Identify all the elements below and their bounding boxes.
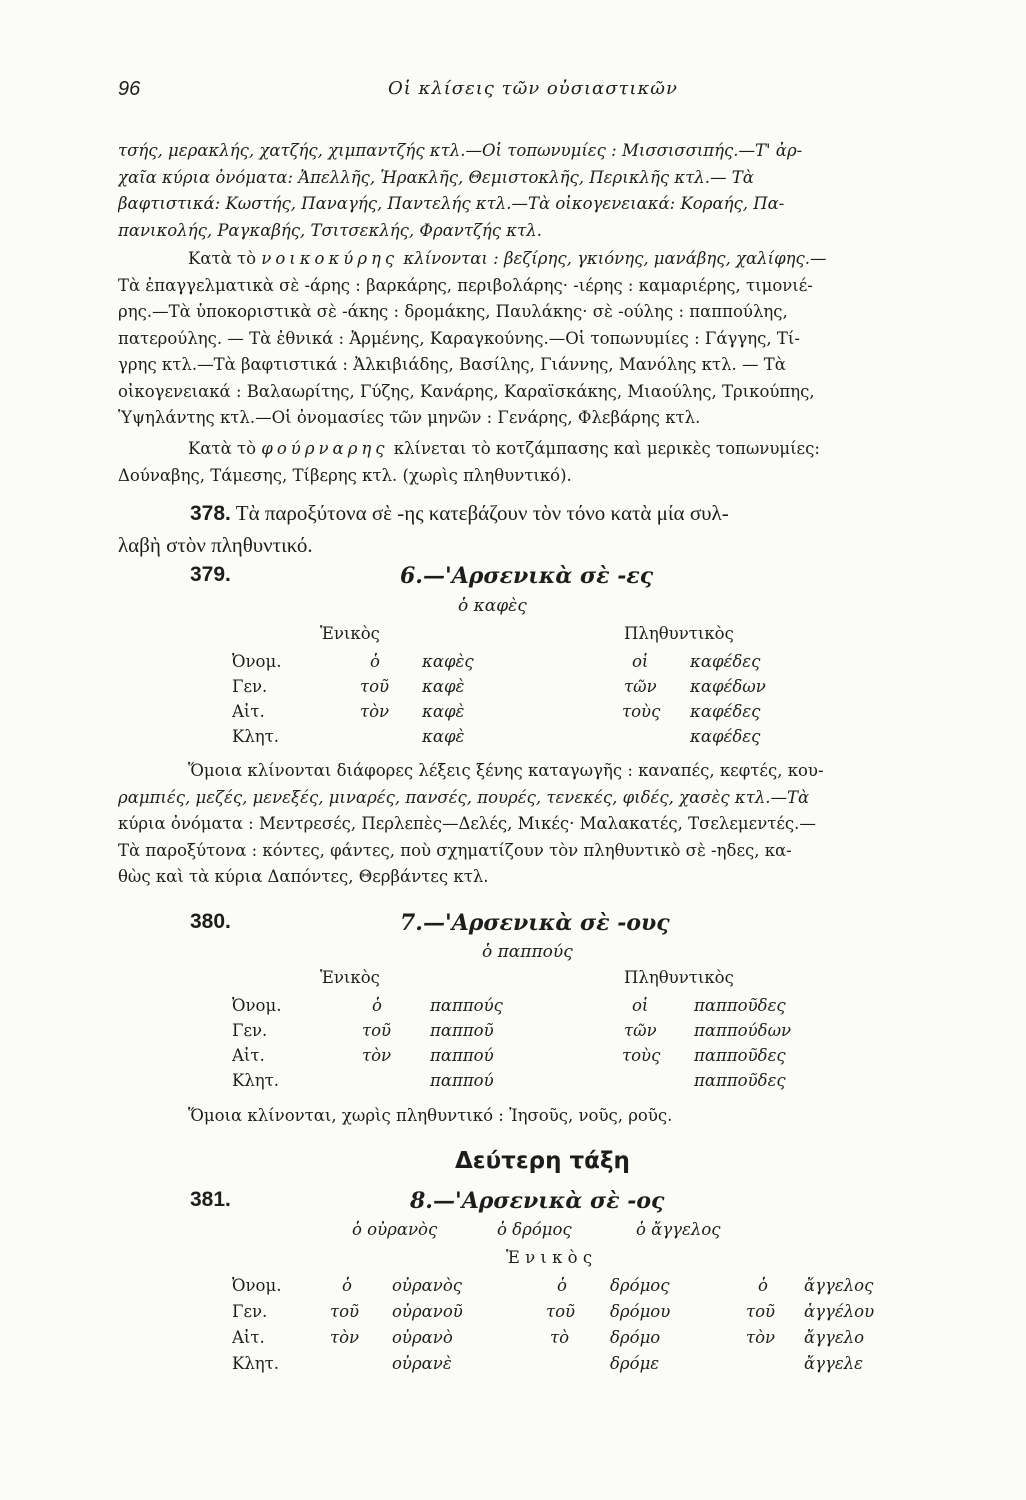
- form-sg: καφὲς: [422, 652, 474, 671]
- article-sg: τοῦ: [360, 677, 390, 696]
- form: δρόμο: [610, 1328, 661, 1347]
- case-label: Γεν.: [232, 1021, 268, 1040]
- text-line: θὼς καὶ τὰ κύρια Δαπόντες, Θερβάντες κτλ.: [118, 867, 489, 886]
- form: οὐρανὸς: [392, 1276, 463, 1295]
- form: ἀγγέλου: [804, 1302, 875, 1321]
- text-line: λαβὴ στὸν πληθυντικό.: [118, 533, 313, 557]
- text-line: οἰκογενειακά : Βαλαωρίτης, Γύζης, Κανάρης, Καραϊσκάκης, Μιαούλης, Τρικούπης,: [118, 381, 815, 401]
- article: τοῦ: [746, 1302, 776, 1321]
- case-label: Γεν.: [232, 1302, 268, 1321]
- declension-table-379: [232, 624, 812, 754]
- col-plural: Πληθυντικὸς: [624, 968, 734, 987]
- form-pl: καφέδες: [690, 702, 761, 721]
- text-line: τσής, μερακλής, χατζής, χιμπαντζής κτλ.—Οἱ τοπωνυμίες : Μισσισσιπής.—Τ' ἀρ-: [118, 141, 803, 160]
- note-379: [118, 758, 934, 891]
- section-article: ὁ καφὲς: [458, 596, 527, 616]
- text-line: Ὅμοια κλίνονται διάφορες λέξεις ξένης καταγωγῆς : καναπές, κεφτές, κου-: [188, 761, 824, 780]
- headword: ὁ δρόμος: [497, 1220, 572, 1239]
- text-line: πανικολής, Ραγκαβής, Τσιτσεκλής, Φραντζής κτλ.: [118, 220, 542, 240]
- table-row: [232, 677, 812, 701]
- text-line: κύρια ὀνόματα : Μεντρεσές, Περλεπὲς—Δελές, Μικές· Μαλακατές, Τσελεμεντές.—: [118, 814, 816, 833]
- form-pl: παπποῦδες: [694, 996, 786, 1015]
- article: τοῦ: [546, 1302, 576, 1321]
- headword-row: [232, 1220, 892, 1244]
- line-text: κλίνονται : βεζίρης, γκιόνης, μανάβης, χαλίφης.—: [403, 249, 827, 268]
- page-header: [118, 78, 938, 108]
- article-sg: τὸν: [362, 1046, 392, 1065]
- running-title: Οἱ κλίσεις τῶν οὐσιαστικῶν: [388, 78, 678, 99]
- article: ὁ: [342, 1276, 352, 1295]
- headword: ὁ ἄγγελος: [636, 1220, 721, 1239]
- section-380-heading: [190, 910, 930, 940]
- paragraph-oikokyris: [118, 246, 934, 432]
- section-title: 6.—'Αρσενικὰ σὲ -ες: [400, 563, 654, 589]
- case-label: Αἰτ.: [232, 702, 265, 721]
- text-line: Δούναβης, Τάμεσης, Τίβερης κτλ. (χωρὶς πληθυντικό).: [118, 465, 572, 485]
- article-pl: τοὺς: [622, 1046, 661, 1065]
- article-pl: τῶν: [624, 677, 657, 696]
- form-pl: παπποῦδες: [694, 1071, 786, 1090]
- col-singular: Ἑνικὸς: [320, 968, 380, 987]
- form-pl: παππούδων: [694, 1021, 792, 1040]
- form-pl: καφέδες: [690, 727, 761, 746]
- lead-text: Κατὰ τὸ: [188, 439, 257, 458]
- table-row: [232, 1071, 812, 1095]
- table-row: [232, 727, 812, 751]
- article: τὸν: [746, 1328, 776, 1347]
- form: δρόμος: [610, 1276, 670, 1295]
- form-pl: παπποῦδες: [694, 1046, 786, 1065]
- section-378: [190, 498, 930, 529]
- article: ὁ: [758, 1276, 768, 1295]
- text-line: χαῖα κύρια ὀνόματα: Ἀπελλῆς, Ἡρακλῆς, Θεμιστοκλῆς, Περικλῆς κτλ.— Τὰ: [118, 167, 754, 187]
- section-378-cont: [118, 530, 858, 560]
- form: ἄγγελε: [804, 1354, 864, 1373]
- form: ἄγγελος: [804, 1276, 874, 1295]
- form-sg: παππού: [430, 1046, 494, 1065]
- col-singular: Ἑ ν ι κ ὸ ς: [506, 1248, 593, 1267]
- case-label: Ὀνομ.: [232, 652, 282, 671]
- section-number: 380.: [190, 910, 231, 933]
- paragraph-fournaris: [118, 436, 934, 489]
- declension-table-380: [232, 968, 812, 1098]
- table-row: [232, 1046, 812, 1070]
- text-line: Ὅμοια κλίνονται, χωρὶς πληθυντικό : Ἰησοῦς, νοῦς, ροῦς.: [188, 1106, 673, 1125]
- table-row: [232, 1276, 892, 1300]
- text-line: Τὰ ἐπαγγελματικὰ σὲ -άρης : βαρκάρης, περιβολάρης· -ιέρης : καμαριέρης, τιμονιέ-: [118, 275, 813, 295]
- case-label: Κλητ.: [232, 1354, 280, 1373]
- case-label: Ὀνομ.: [232, 1276, 282, 1295]
- line-text: Τὰ παροξύτονα σὲ -ης κατεβάζουν τὸν τόνο κατὰ μία συλ-: [235, 501, 729, 525]
- text-line: πατερούλης. — Τὰ ἐθνικά : Ἀρμένης, Καραγκούνης.—Οἱ τοπωνυμίες : Γάγγης, Τί-: [118, 328, 800, 348]
- form-sg: παππού: [430, 1071, 494, 1090]
- article-sg: τοῦ: [362, 1021, 392, 1040]
- table-row: [232, 1021, 812, 1045]
- section-number: 378.: [190, 502, 231, 525]
- text-line: [190, 498, 930, 529]
- case-label: Αἰτ.: [232, 1328, 265, 1347]
- text-line: ραμπιές, μεζές, μενεξές, μιναρές, πανσές, πουρές, τενεκές, φιδές, χασὲς κτλ.—Τὰ: [118, 787, 810, 807]
- table-header-row: [232, 624, 812, 648]
- col-plural: Πληθυντικὸς: [624, 624, 734, 643]
- spaced-word: νοικοκύρης: [261, 249, 399, 268]
- declension-table-381: [232, 1220, 892, 1390]
- form-sg: καφὲ: [422, 727, 465, 746]
- page-number: 96: [118, 78, 141, 100]
- form: οὐρανὸ: [392, 1328, 453, 1347]
- section-number: 379.: [190, 563, 231, 586]
- article-sg: ὁ: [370, 652, 380, 671]
- form: ἄγγελο: [804, 1328, 865, 1347]
- section-379-heading: [190, 563, 930, 593]
- article: ὁ: [557, 1276, 567, 1295]
- table-row: [232, 702, 812, 726]
- chapter-title: Δεύτερη τάξη: [455, 1148, 630, 1174]
- form-sg: παπποῦ: [430, 1021, 494, 1040]
- form-sg: καφὲ: [422, 702, 465, 721]
- article-sg: ὁ: [372, 996, 382, 1015]
- form-pl: καφέδες: [690, 652, 761, 671]
- form-pl: καφέδων: [690, 677, 766, 696]
- case-label: Κλητ.: [232, 1071, 280, 1090]
- text-line: ρης.—Τὰ ὑποκοριστικὰ σὲ -άκης : δρομάκης, Παυλάκης· σὲ -ούλης : παππούλης,: [118, 302, 788, 321]
- table-row: [232, 652, 812, 676]
- intro-paragraph: [118, 138, 934, 244]
- table-header-row: [232, 968, 812, 992]
- article: τοῦ: [330, 1302, 360, 1321]
- article: τὸν: [330, 1328, 360, 1347]
- article-sg: τὸν: [360, 702, 390, 721]
- form: δρόμου: [610, 1302, 671, 1321]
- case-label: Ὀνομ.: [232, 996, 282, 1015]
- case-label: Κλητ.: [232, 727, 280, 746]
- article-pl: οἱ: [632, 996, 649, 1015]
- note-380: [118, 1103, 934, 1130]
- text-line: [118, 436, 934, 463]
- table-row: [232, 1354, 892, 1378]
- text-line: γρης κτλ.—Τὰ βαφτιστικά : Ἀλκιβιάδης, Βασίλης, Γιάννης, Μανόλης κτλ. — Τὰ: [118, 355, 786, 374]
- form-sg: καφὲ: [422, 677, 465, 696]
- article-pl: τοὺς: [622, 702, 661, 721]
- section-article: ὁ παππούς: [482, 942, 573, 962]
- text-line: βαφτιστικά: Κωστής, Παναγής, Παντελής κτλ.—Τὰ οἰκογενειακά: Κοραής, Πα-: [118, 194, 785, 213]
- table-header-row: [232, 1248, 892, 1272]
- text-line: [118, 246, 934, 273]
- table-row: [232, 1328, 892, 1352]
- section-381-heading: [190, 1188, 930, 1218]
- section-title: 7.—'Αρσενικὰ σὲ -ους: [400, 910, 670, 936]
- text-line: Ὑψηλάντης κτλ.—Οἱ ὀνομασίες τῶν μηνῶν : Γενάρης, Φλεβάρης κτλ.: [118, 408, 701, 427]
- article-pl: τῶν: [624, 1021, 657, 1040]
- col-singular: Ἑνικὸς: [320, 624, 380, 643]
- section-title: 8.—'Αρσενικὰ σὲ -ος: [410, 1188, 665, 1214]
- lead-text: Κατὰ τὸ: [188, 249, 257, 268]
- spaced-word: φούρναρης: [261, 439, 389, 458]
- form-sg: παππούς: [430, 996, 503, 1015]
- table-row: [232, 1302, 892, 1326]
- text-line: Τὰ παροξύτονα : κόντες, φάντες, ποὺ σχηματίζουν τὸν πληθυντικὸ σὲ -ηδες, κα-: [118, 840, 792, 860]
- case-label: Γεν.: [232, 677, 268, 696]
- form: οὐρανὲ: [392, 1354, 452, 1373]
- article-pl: οἱ: [632, 652, 649, 671]
- case-label: Αἰτ.: [232, 1046, 265, 1065]
- form: δρόμε: [610, 1354, 660, 1373]
- line-text: κλίνεται τὸ κοτζάμπασης καὶ μερικὲς τοπωνυμίες:: [393, 439, 820, 458]
- table-row: [232, 996, 812, 1020]
- article: τὸ: [550, 1328, 570, 1347]
- form: οὐρανοῦ: [392, 1302, 463, 1321]
- section-number: 381.: [190, 1188, 231, 1211]
- headword: ὁ οὐρανὸς: [352, 1220, 438, 1239]
